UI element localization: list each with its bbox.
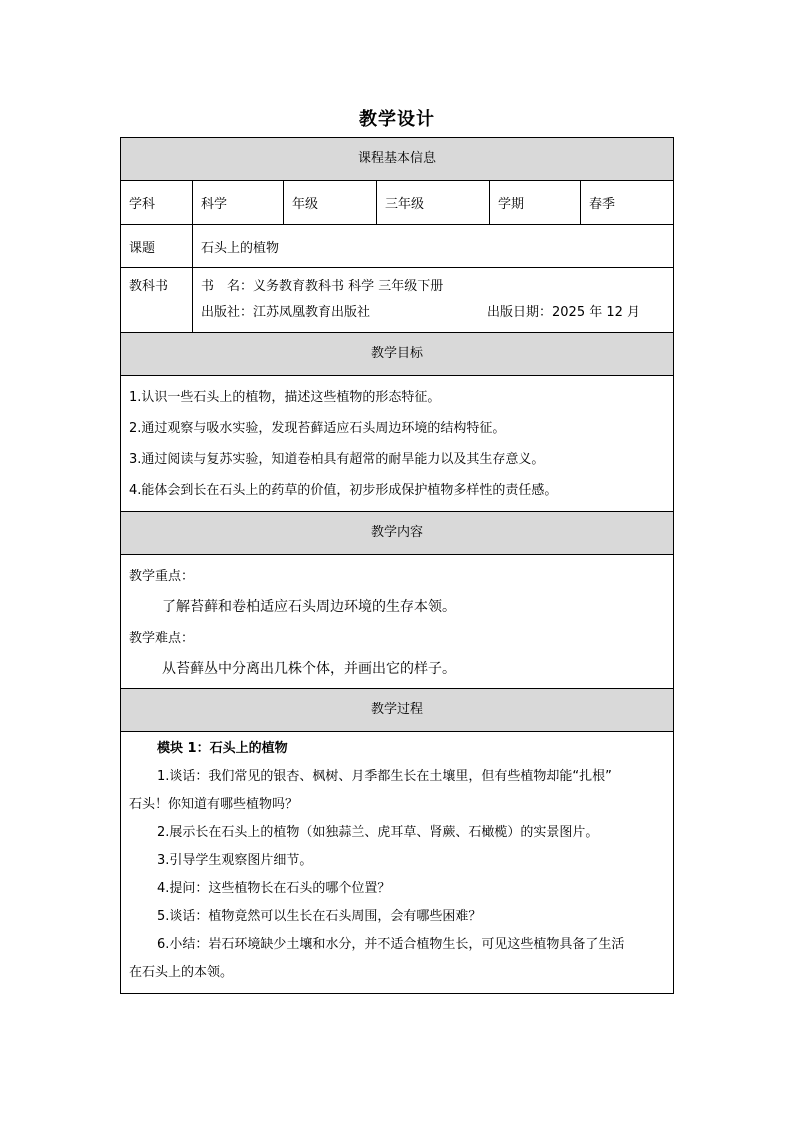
goals-header: 教学目标 — [121, 333, 673, 376]
process-section — [121, 732, 673, 993]
document-title: 教学设计 — [359, 109, 435, 130]
topic-label: 课题 — [121, 225, 193, 267]
info-row-topic — [121, 225, 673, 268]
info-row-subject — [121, 181, 673, 225]
goals-section — [121, 376, 673, 512]
process-step-continued: 石头！你知道有哪些植物吗？ — [129, 797, 299, 812]
textbook-label: 教科书 — [121, 268, 193, 332]
difficulty-label: 教学难点： — [129, 631, 195, 646]
content-header: 教学内容 — [121, 512, 673, 555]
lesson-plan-table — [120, 137, 674, 994]
term-label: 学期 — [490, 181, 581, 224]
basic-info-header: 课程基本信息 — [121, 138, 673, 181]
grade-label: 年级 — [284, 181, 377, 224]
publish-date-line: 出版日期：2025 年 12 月 — [487, 305, 641, 320]
goal-item: 4.能体会到长在石头上的药草的价值，初步形成保护植物多样性的责任感。 — [129, 483, 558, 498]
info-row-textbook — [121, 268, 673, 333]
difficulty-text: 从苔藓丛中分离出几株个体，并画出它的样子。 — [162, 661, 456, 677]
book-name-line: 书 名：义务教育教科书 科学 三年级下册 — [201, 279, 444, 294]
process-step: 2.展示长在石头上的植物（如独蒜兰、虎耳草、肾蕨、石橄榄）的实景图片。 — [157, 825, 599, 840]
textbook-details — [193, 268, 673, 332]
process-step: 6.小结：岩石环境缺少土壤和水分，并不适合植物生长，可见这些植物具备了生活 — [157, 937, 625, 952]
publisher-line: 出版社：江苏凤凰教育出版社 — [201, 305, 371, 320]
process-step: 3.引导学生观察图片细节。 — [157, 853, 313, 868]
topic-value: 石头上的植物 — [201, 240, 280, 256]
subject-label: 学科 — [121, 181, 193, 224]
key-point-text: 了解苔藓和卷柏适应石头周边环境的生存本领。 — [162, 599, 456, 615]
goal-item: 3.通过阅读与复苏实验，知道卷柏具有超常的耐旱能力以及其生存意义。 — [129, 452, 545, 467]
process-step: 1.谈话：我们常见的银杏、枫树、月季都生长在土壤里，但有些植物却能“扎根” — [157, 769, 612, 784]
process-step: 4.提问：这些植物长在石头的哪个位置？ — [157, 881, 391, 896]
content-section — [121, 555, 673, 689]
goal-item: 1.认识一些石头上的植物，描述这些植物的形态特征。 — [129, 390, 441, 405]
process-step-continued: 在石头上的本领。 — [129, 965, 234, 980]
module-title: 模块 1：石头上的植物 — [157, 741, 288, 756]
key-point-label: 教学重点： — [129, 569, 195, 584]
subject-value: 科学 — [193, 181, 284, 224]
publisher-row — [201, 300, 665, 326]
term-value: 春季 — [589, 197, 616, 212]
goal-item: 2.通过观察与吸水实验，发现苔藓适应石头周边环境的结构特征。 — [129, 421, 506, 436]
grade-value: 三年级 — [377, 181, 490, 224]
process-header: 教学过程 — [121, 689, 673, 732]
process-step: 5.谈话：植物竟然可以生长在石头周围，会有哪些困难？ — [157, 909, 482, 924]
